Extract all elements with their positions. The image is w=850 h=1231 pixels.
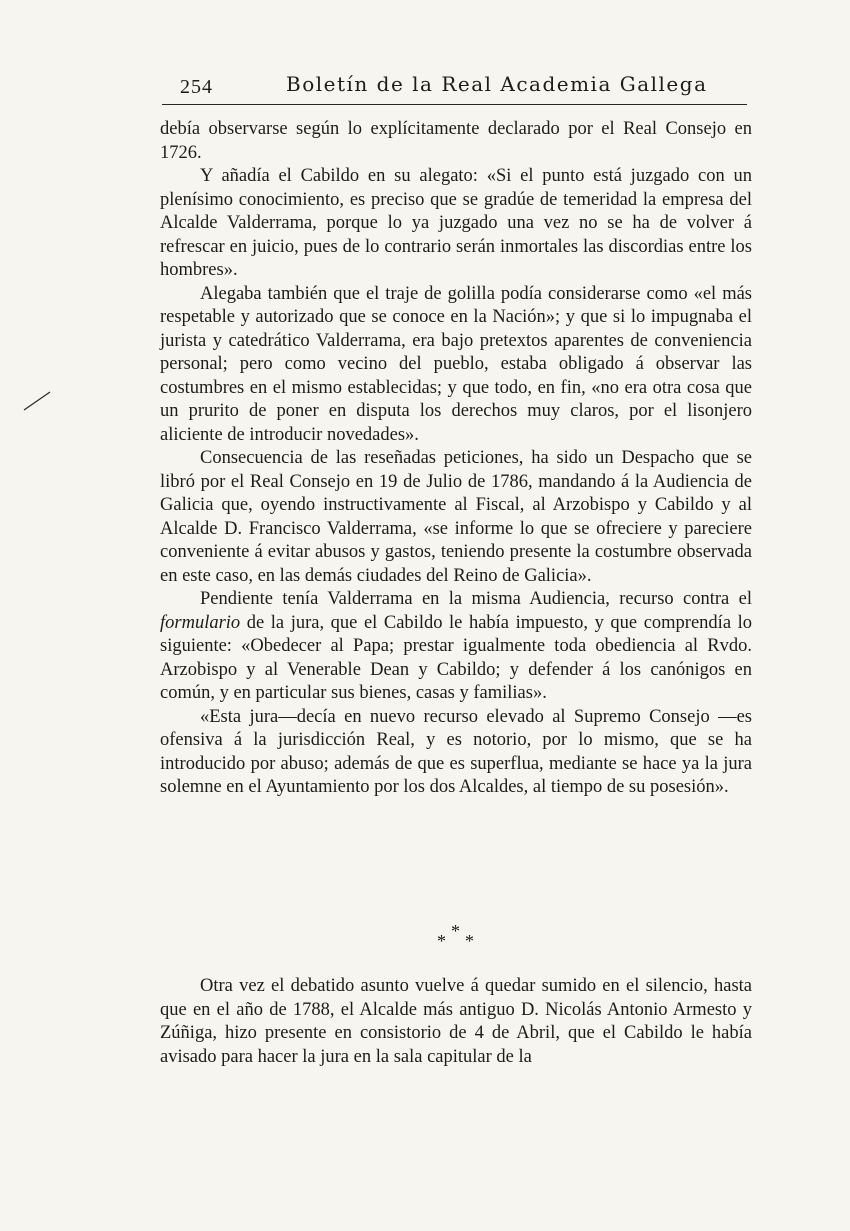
paragraph-1: debía observarse según lo explícitamente declarado por el Real Consejo en 1726. xyxy=(160,119,752,163)
asterisk-right: * xyxy=(465,931,474,951)
paragraph-4: Consecuencia de las reseñadas peticiones, ha sido un Despacho que se libró por el Real Consejo en 19 de Julio de 1786, mandando á la Audiencia de Galicia que, oyendo instructivamente al Fiscal, al Arzobispo y Cabildo y al Alcalde D. Francisco Valderrama, «se informe lo que se ofreciere y pareciere conveniente á evitar abusos y gastos, teniendo presente la costumbre observada en este caso, en las demás ciudades del Reino de Galicia». xyxy=(160,448,752,586)
page-header xyxy=(162,68,747,105)
body-text xyxy=(160,118,752,800)
paragraph-5 xyxy=(160,588,752,706)
asterisk-left: * xyxy=(437,931,446,951)
paragraph-7: Otra vez el debatido asunto vuelve á quedar sumido en el silencio, hasta que en el año de 1788, el Alcalde más antiguo D. Nicolás Antonio Armesto y Zúñiga, hizo presente en consistorio de 4 de Abril, que el Cabildo le había avisado para hacer la jura en la sala capitular de la xyxy=(160,976,752,1067)
paragraph-2: Y añadía el Cabildo en su alegato: «Si el punto está juzgado con un plenísimo conocimiento, es preciso que se gradúe de temeridad la empresa del Alcalde Valderrama, porque lo ya juzgado una vez no se ha de volver á refrescar en juicio, pues de lo contrario serán inmortales las discordias entre los hombres». xyxy=(160,166,752,280)
body-text-continued xyxy=(160,975,752,1069)
paragraph-6: «Esta jura—decía en nuevo recurso elevado al Supremo Consejo —es ofensiva á la jurisdicción Real, y es notorio, por lo mismo, que se ha introducido por abuso; además de que es superflua, mediante se hace ya la jura solemne en el Ayuntamiento por los dos Alcaldes, al tiempo de su posesión». xyxy=(160,706,752,797)
paragraph-3: Alegaba también que el traje de golilla podía considerarse como «el más respetable y autorizado que se conoce en la Nación»; y que si lo impugnaba el jurista y catedrático Valderrama, era bajo pretextos aparentes de conveniencia personal; pero como vecino del pueblo, estaba obligado á observar las costumbres en el mismo establecidas; y que todo, en fin, «no era otra cosa que un prurito de poner en disputa los derechos muy claros, por el lisonjero aliciente de introducir novedades». xyxy=(160,283,752,445)
margin-pen-mark xyxy=(22,390,52,412)
section-break-asterism xyxy=(425,918,485,952)
running-title: Boletín de la Real Academia Gallega xyxy=(286,72,708,96)
paragraph-5-italic: formulario xyxy=(160,612,241,633)
page-number: 254 xyxy=(180,76,213,98)
asterisk-top: * xyxy=(451,921,460,941)
paragraph-5-text-b: de la jura, que el Cabildo le había impuesto, y que comprendía lo siguiente: «Obedecer al Papa; prestar igualmente toda obediencia al Rvdo. Arzobispo y al Venerable Dean y Cabildo; y defender á los canónigos en común, y en particular sus bienes, casas y familias». xyxy=(160,612,752,703)
paragraph-5-text-a: Pendiente tenía Valderrama en la misma Audiencia, recurso contra el xyxy=(200,589,752,609)
